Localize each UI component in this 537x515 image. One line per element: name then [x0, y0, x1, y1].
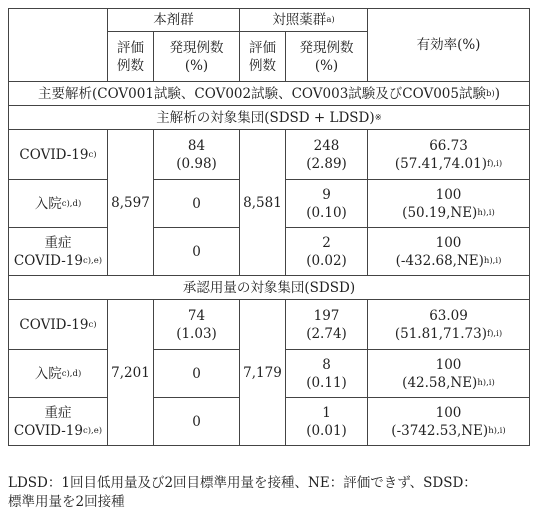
- treatment-cases-cell: 0: [154, 350, 240, 398]
- endpoint-cell: COVID-19$^{c)}$: [9, 130, 108, 180]
- treatment-cases-cell: 74 (1.03): [154, 300, 240, 350]
- footnote-line: LDSD：1回目低用量及び2回目標準用量を接種、NE：評価できず、SDSD：: [8, 475, 477, 491]
- primary-analysis-label: 主要解析(COV001試験、COV002試験、COV003試験及びCOV005試験$^{b)}$): [9, 82, 530, 106]
- control-evaluated-header: 評価 例数: [240, 32, 286, 82]
- treatment-cases-cell: 84 (0.98): [154, 130, 240, 180]
- population-label: 承認用量の対象集団(SDSD): [9, 276, 530, 300]
- control-cases-cell: 9 (0.10): [286, 180, 368, 228]
- population-row: [9, 106, 530, 130]
- control-evaluated-cell: 8,581: [240, 130, 286, 276]
- control-evaluated-cell: 7,179: [240, 300, 286, 446]
- efficacy-cell: 66.73 $(57.41,74.01)^{f),i)}$: [368, 130, 530, 180]
- table-row: [9, 130, 530, 180]
- endpoint-cell: 重症 COVID-$19^{c),e)}$: [9, 398, 108, 446]
- footnote-line: 標準用量を2回接種: [8, 494, 125, 510]
- treatment-cases-cell: 0: [154, 180, 240, 228]
- primary-analysis-row: [9, 82, 530, 106]
- control-cases-cell: 1 (0.01): [286, 398, 368, 446]
- control-cases-header: 発現例数 (%): [286, 32, 368, 82]
- efficacy-cell: 100 $(-3742.53,NE)^{h),i)}$: [368, 398, 530, 446]
- control-cases-cell: 2 (0.02): [286, 228, 368, 276]
- population-row: [9, 276, 530, 300]
- treatment-evaluated-header: 評価 例数: [108, 32, 154, 82]
- table-row: [9, 300, 530, 350]
- control-cases-cell: 197 (2.74): [286, 300, 368, 350]
- endpoint-cell: 入院$^{c),d)}$: [9, 180, 108, 228]
- endpoint-cell: 入院$^{c),d)}$: [9, 350, 108, 398]
- control-group-header: 対照薬群$^{a)}$: [240, 9, 368, 32]
- header-row-groups: [9, 9, 530, 32]
- header-corner-cell: [9, 9, 108, 82]
- endpoint-cell: COVID-19$^{c)}$: [9, 300, 108, 350]
- abbreviation-footnote: [8, 474, 529, 512]
- treatment-evaluated-cell: 7,201: [108, 300, 154, 446]
- efficacy-cell: 100 $(-432.68,NE)^{h),i)}$: [368, 228, 530, 276]
- endpoint-cell: 重症 COVID-$19^{c),e)}$: [9, 228, 108, 276]
- treatment-cases-cell: 0: [154, 228, 240, 276]
- control-cases-cell: 248 (2.89): [286, 130, 368, 180]
- treatment-cases-cell: 0: [154, 398, 240, 446]
- efficacy-table: [8, 8, 530, 446]
- treatment-group-header: 本剤群: [108, 9, 240, 32]
- treatment-cases-header: 発現例数 (%): [154, 32, 240, 82]
- population-label: 主解析の対象集団(SDSD + LDSD)※: [9, 106, 530, 130]
- efficacy-cell: 100 $(42.58,NE)^{h),i)}$: [368, 350, 530, 398]
- control-cases-cell: 8 (0.11): [286, 350, 368, 398]
- efficacy-cell: 100 $(50.19,NE)^{h),i)}$: [368, 180, 530, 228]
- treatment-evaluated-cell: 8,597: [108, 130, 154, 276]
- efficacy-header: 有効率(%): [368, 9, 530, 82]
- efficacy-cell: 63.09 $(51.81,71.73)^{f),i)}$: [368, 300, 530, 350]
